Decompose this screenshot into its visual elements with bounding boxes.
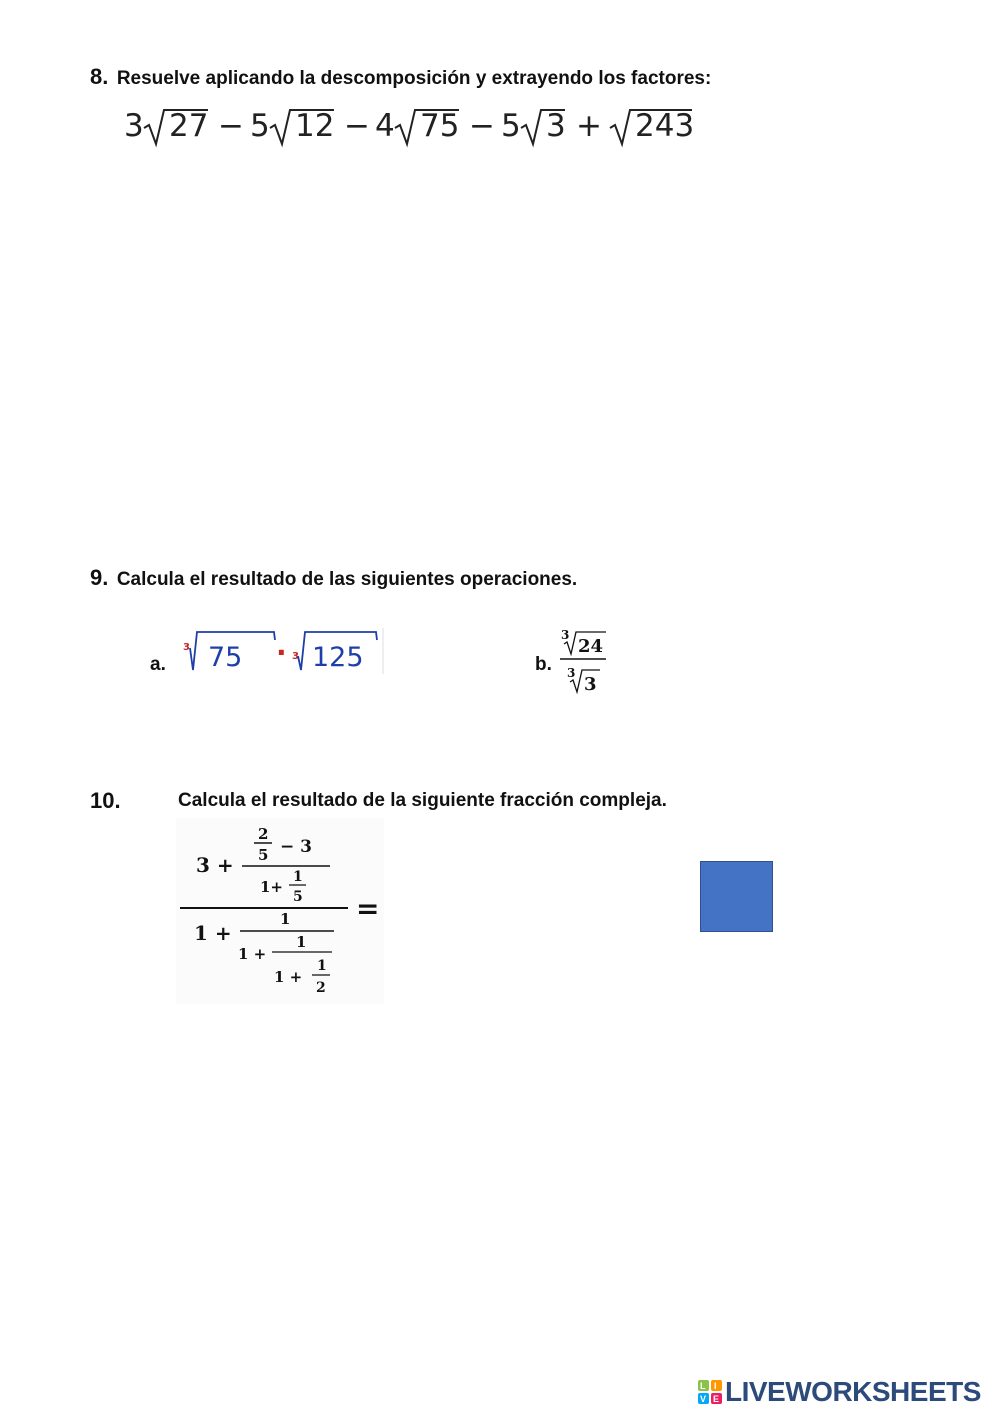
bot-inner-n: 1 — [317, 958, 327, 974]
item-b-num-index: 3 — [561, 628, 570, 642]
bot-den-one: 1 + — [238, 945, 267, 963]
svg-text:I: I — [714, 1381, 717, 1391]
item-a-radicand-2: 125 — [312, 642, 364, 673]
question-8-text: Resuelve aplicando la descomposición y extrayendo los factores: — [116, 68, 712, 89]
top-whole: 3 + — [196, 853, 234, 877]
bot-inner-d: 2 — [316, 980, 326, 996]
liveworksheets-brand: LIVEWORKSHEETS — [725, 1376, 981, 1407]
question-9 — [90, 565, 577, 591]
question-10-number: 10. — [90, 788, 121, 813]
question-9-number: 9. — [90, 565, 109, 590]
item-a-expression — [178, 626, 388, 678]
top-num-d: 5 — [258, 846, 269, 864]
item-a-dot: · — [276, 636, 287, 669]
item-b-label: b. — [535, 654, 552, 675]
item-a-label: a. — [150, 654, 166, 675]
question-8-number: 8. — [90, 64, 109, 89]
svg-text:V: V — [700, 1394, 707, 1404]
top-num-n: 2 — [258, 825, 269, 843]
item-b-num-radicand: 24 — [578, 636, 604, 657]
item-a-index-2: 3 — [292, 651, 299, 662]
answer-box[interactable] — [700, 861, 773, 932]
item-a-index-1: 3 — [183, 642, 190, 653]
expr-op-1: − — [218, 108, 244, 144]
question-9-text: Calcula el resultado de las siguientes operaciones. — [116, 569, 578, 590]
svg-text:L: L — [700, 1381, 706, 1391]
expr-radicand-4: 3 — [546, 108, 566, 144]
expr-op-2: − — [344, 108, 370, 144]
expr-radicand-1: 27 — [169, 108, 209, 144]
question-8 — [90, 64, 711, 90]
bot-num: 1 — [280, 910, 291, 928]
item-b-den-radicand: 3 — [584, 674, 597, 695]
top-den-d: 5 — [293, 889, 303, 905]
complex-fraction — [176, 818, 384, 1004]
top-den-one: 1+ — [260, 878, 284, 896]
item-b-expression — [556, 624, 612, 696]
expr-coef-2: 5 — [250, 108, 270, 144]
equals-sign: = — [356, 892, 380, 925]
expr-op-4: + — [576, 108, 602, 144]
bot-whole: 1 + — [194, 921, 232, 945]
bot-inner-one: 1 + — [274, 968, 303, 986]
liveworksheets-logo-icon — [697, 1379, 723, 1405]
expr-radicand-2: 12 — [295, 108, 335, 144]
liveworksheets-logo — [697, 1377, 981, 1407]
svg-text:E: E — [713, 1394, 720, 1404]
item-a-radicand-1: 75 — [208, 642, 243, 673]
item-b-den-index: 3 — [567, 666, 576, 680]
top-num-minus: − 3 — [280, 837, 312, 857]
bot-den-num: 1 — [296, 933, 307, 951]
question-10 — [90, 788, 121, 814]
expr-radicand-5: 243 — [635, 108, 695, 144]
expr-coef-4: 5 — [501, 108, 521, 144]
expr-op-3: − — [469, 108, 495, 144]
top-den-n: 1 — [293, 869, 303, 885]
question-10-text: Calcula el resultado de la siguiente fracción compleja. — [178, 790, 667, 811]
expr-coef-1: 3 — [124, 108, 144, 144]
question-8-expression — [118, 100, 708, 152]
expr-coef-3: 4 — [375, 108, 395, 144]
expr-radicand-3: 75 — [420, 108, 460, 144]
